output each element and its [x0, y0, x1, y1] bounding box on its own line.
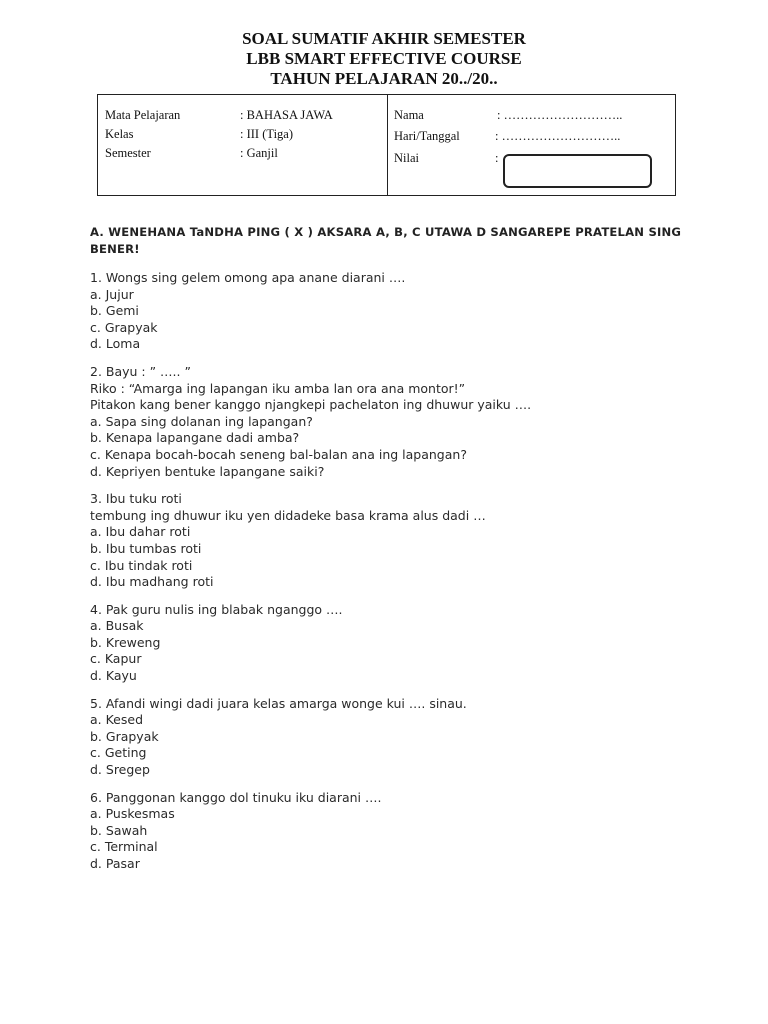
section-instruction: A. WENEHANA TaNDHA PING ( X ) AKSARA A, B, C UTAWA D SANGAREPE PRATELAN SING BENER!	[90, 225, 682, 256]
option-b: b. Gemi	[90, 303, 139, 319]
option-b: b. Grapyak	[90, 728, 159, 744]
option-a: a. Puskesmas	[90, 806, 175, 822]
option-b: b. Kreweng	[90, 634, 161, 650]
subject-label: Mata Pelajaran	[105, 108, 181, 122]
option-c: c. Kenapa bocah-bocah seneng bal-balan ana ing lapangan?	[90, 446, 467, 462]
info-box-divider	[387, 95, 388, 195]
subject-value: : BAHASA JAWA	[240, 108, 333, 122]
question-6	[90, 790, 690, 873]
option-a: a. Sapa sing dolanan ing lapangan?	[90, 413, 313, 429]
option-c: c. Geting	[90, 745, 147, 761]
header-title-line-3: TAHUN PELAJARAN 20../20..	[270, 69, 498, 88]
question-text: 4. Pak guru nulis ing blabak nganggo ….	[90, 601, 343, 617]
question-text: 3. Ibu tuku roti	[90, 491, 182, 507]
option-d: d. Pasar	[90, 856, 140, 871]
question-text: 6. Panggonan kanggo dol tinuku iku diarani ….	[90, 789, 382, 805]
class-value: : III (Tiga)	[240, 127, 294, 141]
day-date-label: Hari/Tanggal	[394, 129, 460, 143]
semester-label: Semester	[105, 146, 151, 160]
question-text: Pitakon kang bener kanggo njangkepi pachelaton ing dhuwur yaiku ….	[90, 397, 532, 413]
option-a: a. Busak	[90, 618, 144, 634]
question-text: 1. Wongs sing gelem omong apa anane diarani ….	[90, 270, 406, 285]
option-a: a. Jujur	[90, 286, 134, 302]
option-b: b. Ibu tumbas roti	[90, 540, 202, 556]
option-a: a. Ibu dahar roti	[90, 524, 191, 540]
option-d: d. Sregep	[90, 762, 150, 778]
student-info-box	[97, 94, 676, 196]
score-label: Nilai	[394, 151, 419, 165]
document-header	[0, 29, 768, 89]
question-3	[90, 491, 690, 591]
option-c: c. Kapur	[90, 651, 142, 667]
option-d: d. Kepriyen bentuke lapangane saiki?	[90, 463, 325, 479]
class-label: Kelas	[105, 127, 134, 141]
option-c: c. Ibu tindak roti	[90, 557, 193, 573]
option-d: d. Kayu	[90, 668, 137, 684]
header-title-line-1: SOAL SUMATIF AKHIR SEMESTER	[242, 29, 526, 48]
option-b: b. Sawah	[90, 822, 148, 838]
day-date-field[interactable]: : ………………………..	[495, 129, 621, 143]
questions-section	[90, 224, 690, 884]
option-d: d. Loma	[90, 336, 141, 352]
question-1	[90, 270, 690, 353]
header-title-line-2: LBB SMART EFFECTIVE COURSE	[246, 49, 522, 68]
name-field[interactable]: : ………………………..	[497, 108, 623, 122]
name-label: Nama	[394, 108, 424, 122]
option-a: a. Kesed	[90, 712, 144, 728]
question-4	[90, 602, 690, 685]
question-2	[90, 364, 690, 480]
option-c: c. Terminal	[90, 839, 158, 855]
question-5	[90, 696, 690, 779]
question-text: tembung ing dhuwur iku yen didadeke basa krama alus dadi …	[90, 507, 486, 523]
question-text: Riko : “Amarga ing lapangan iku amba lan ora ana montor!”	[90, 380, 466, 396]
option-c: c. Grapyak	[90, 319, 158, 335]
semester-value: : Ganjil	[240, 146, 278, 160]
option-b: b. Kenapa lapangane dadi amba?	[90, 430, 300, 446]
score-box[interactable]	[503, 154, 652, 188]
question-text: 2. Bayu : ” ….. ”	[90, 363, 191, 379]
question-text: 5. Afandi wingi dadi juara kelas amarga wonge kui …. sinau.	[90, 695, 467, 711]
score-colon: :	[495, 151, 499, 165]
option-d: d. Ibu madhang roti	[90, 574, 214, 590]
